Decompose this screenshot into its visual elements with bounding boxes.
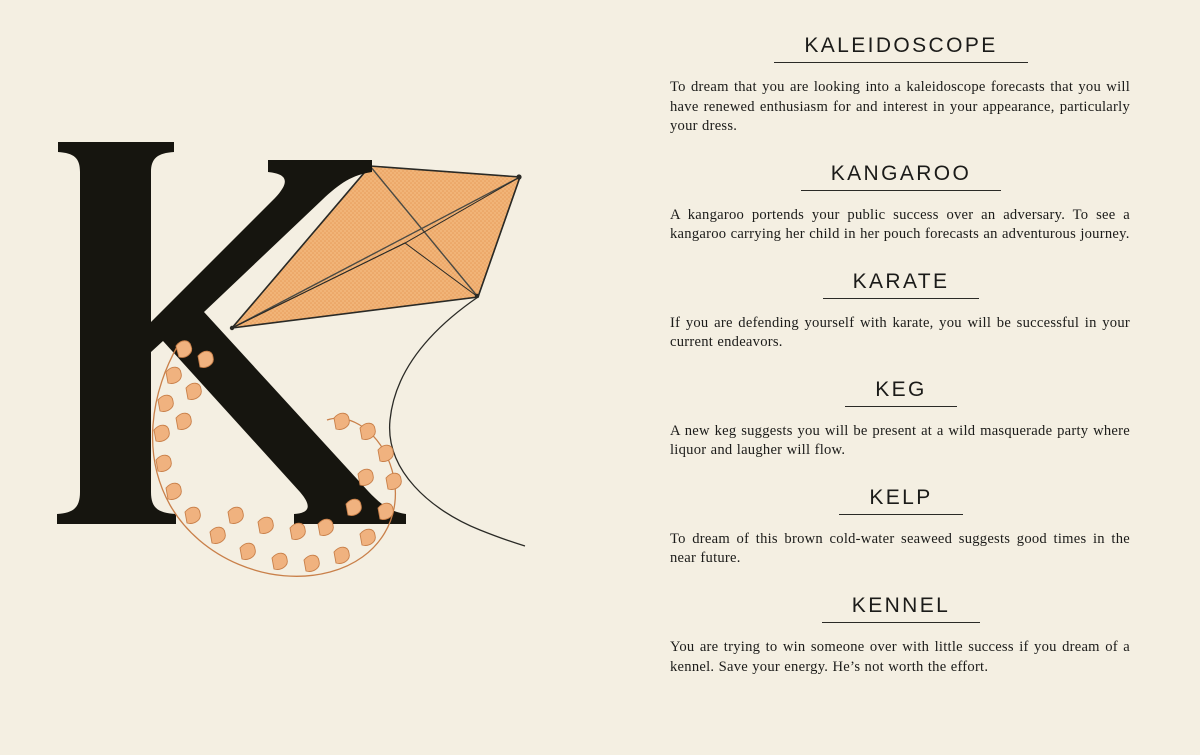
entry-text: To dream of this brown cold-water seaweed suggests good times in the near future. [670,530,1130,567]
entry-spacer [670,245,1132,270]
entry-keg [670,378,1132,461]
entry-text: If you are defending yourself with karate, you will be successful in your current endeavors. [670,314,1130,351]
entry-term: KARATE [823,270,980,299]
entry-term: KANGAROO [801,162,1002,191]
entry-karate [670,270,1132,353]
entry-heading [670,486,1132,515]
entry-term: KEG [845,378,957,407]
entry-spacer [670,461,1132,486]
entry-text: A kangaroo portends your public success over an adversary. To see a kangaroo carrying her child in her pouch forecasts an adventurous journey. [670,206,1130,243]
entry-text: A new keg suggests you will be present at a wild masquerade party where liquor and laugher will flow. [670,422,1130,459]
entry-spacer [670,137,1132,162]
entry-heading [670,34,1132,63]
entry-heading [670,270,1132,299]
entry-text: To dream that you are looking into a kaleidoscope forecasts that you will have renewed enthusiasm for and interest in your appearance, particularly your dress. [670,79,1130,135]
entry-kangaroo [670,162,1132,245]
entry-term: KENNEL [822,594,980,623]
entry-spacer [670,569,1132,594]
kite-tail-icon [390,297,525,546]
entry-kelp [670,486,1132,569]
entry-term: KELP [839,486,962,515]
entry-kaleidoscope [670,34,1132,137]
entry-text: You are trying to win someone over with little success if you dream of a kennel. Save your energy. He’s not worth the effort. [670,639,1130,675]
entry-kennel [670,594,1132,677]
kite-icon [230,166,522,330]
entry-heading [670,594,1132,623]
entry-spacer [670,353,1132,378]
entries-column [640,0,1200,755]
entry-heading [670,378,1132,407]
entry-heading [670,162,1132,191]
entry-term: KALEIDOSCOPE [774,34,1027,63]
